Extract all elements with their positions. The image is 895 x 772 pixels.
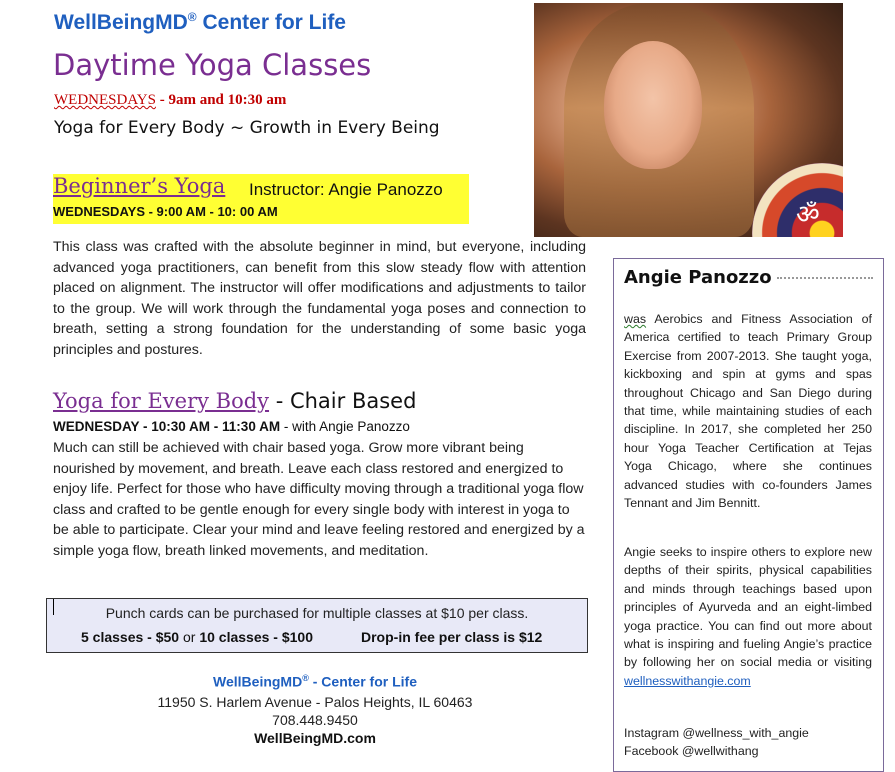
beginner-instructor: Instructor: Angie Panozzo xyxy=(249,180,443,199)
beginner-description: This class was crafted with the absolute beginner in mind, but everyone, including advanced yoga practitioners, can benefit from this slow steady flow with attention placed on alignment. The instructor will offer modifications and adjustments to tailor to the group. We will work through the fundamental yoga poses and connection to breath, setting a strong foundation for the understanding of some basic yoga principles and postures. xyxy=(53,239,586,358)
every-body-class-time xyxy=(53,419,410,434)
page-title: Daytime Yoga Classes xyxy=(53,48,372,82)
photo-face-shape xyxy=(604,41,702,169)
bio-social xyxy=(624,724,872,761)
instructor-bio-panel xyxy=(613,258,884,772)
tagline: Yoga for Every Body ~ Growth in Every Being xyxy=(54,118,440,138)
facebook-handle: Facebook @wellwithang xyxy=(624,744,759,759)
beginner-class-time: WEDNESDAYS - 9:00 AM - 10: 00 AM xyxy=(53,204,278,219)
brand-heading xyxy=(54,10,346,35)
bio-paragraph-1-text: Aerobics and Fitness Association of America certified to teach Primary Group Exercise from 2007-2013. She taught yoga, kickboxing and spin at gyms and spas throughout Chicago and San Diego during that time, while maintaining studies of each discipline. In 2017, she completed her 250 hour Yoga Teacher Certification at Tejas Yoga Chicago, where she continues advanced studies with co-founders James Tennant and Jim Bennitt. xyxy=(624,312,872,511)
om-symbol-icon: ॐ xyxy=(796,200,820,230)
footer-brand-suffix: - Center for Life xyxy=(308,673,417,690)
footer-brand xyxy=(100,673,530,690)
brand-name: WellBeingMD xyxy=(54,11,188,34)
every-body-class-title xyxy=(53,389,416,414)
footer-brand-name: WellBeingMD xyxy=(213,673,303,690)
punch-card-box xyxy=(46,598,588,653)
every-body-with: - with xyxy=(280,419,320,434)
bio-first-word: was xyxy=(624,312,647,326)
schedule-day: WEDNESDAYS xyxy=(54,92,156,108)
website-link[interactable]: wellnesswithangie.com xyxy=(624,673,751,688)
footer-phone: 708.448.9450 xyxy=(272,712,358,728)
beginner-highlight xyxy=(53,174,469,224)
every-body-instructor: Angie Panozzo xyxy=(319,419,410,434)
schedule-line xyxy=(54,92,286,109)
footer-address: 11950 S. Harlem Avenue - Palos Heights, IL 60463 xyxy=(157,694,473,710)
every-body-title-suffix: - Chair Based xyxy=(269,389,417,413)
bio-name: Angie Panozzo xyxy=(624,267,772,288)
drop-in-fee: Drop-in fee per class is $12 xyxy=(361,629,543,645)
punch-card-info: Punch cards can be purchased for multiple classes at $10 per class. xyxy=(105,605,529,621)
price-separator: or xyxy=(179,629,200,645)
bio-paragraph-2 xyxy=(624,543,872,690)
every-body-time: WEDNESDAY - 10:30 AM - 11:30 AM xyxy=(53,419,281,434)
every-body-description: Much can still be achieved with chair based yoga. Grow more vibrant being nourished by movement, and breath. Leave each class restored and energized to enjoy life. Perfect for those who have difficulty moving through a traditional yoga flow class and crafted to be gentle enough for every single body with interest in yoga to be able to participate. Clear your mind and leave feeling restored and energized by a simple yoga flow, breath linked movements, and meditation. xyxy=(53,440,585,559)
instructor-photo xyxy=(534,3,843,237)
schedule-times: - 9am and 10:30 am xyxy=(155,92,287,108)
brand-registered-mark: ® xyxy=(187,10,197,24)
ten-class-price: 10 classes - $100 xyxy=(199,629,313,645)
bio-paragraph-2-text: Angie seeks to inspire others to explore new depths of their spirits, physical capabilities and minds through teachings based upon principles of Ayurveda and an eight-limbed yoga practice. You can find out more about what is inspiring and fueling Angie’s practice by following her on social media or visiting xyxy=(624,545,872,670)
footer-website: WellBeingMD.com xyxy=(254,730,376,746)
footer-registered-mark: ® xyxy=(302,673,309,683)
beginner-class-title: Beginner’s Yoga xyxy=(53,174,226,198)
brand-suffix: Center for Life xyxy=(196,11,346,34)
five-class-price: 5 classes - $50 xyxy=(81,629,180,645)
every-body-title-main: Yoga for Every Body xyxy=(53,389,270,413)
bio-dotted-rule xyxy=(777,277,873,279)
om-tapestry xyxy=(752,163,843,237)
bio-paragraph-1 xyxy=(624,310,872,512)
instagram-handle: Instagram @wellness_with_angie xyxy=(624,726,809,740)
punch-card-prices xyxy=(81,629,313,645)
